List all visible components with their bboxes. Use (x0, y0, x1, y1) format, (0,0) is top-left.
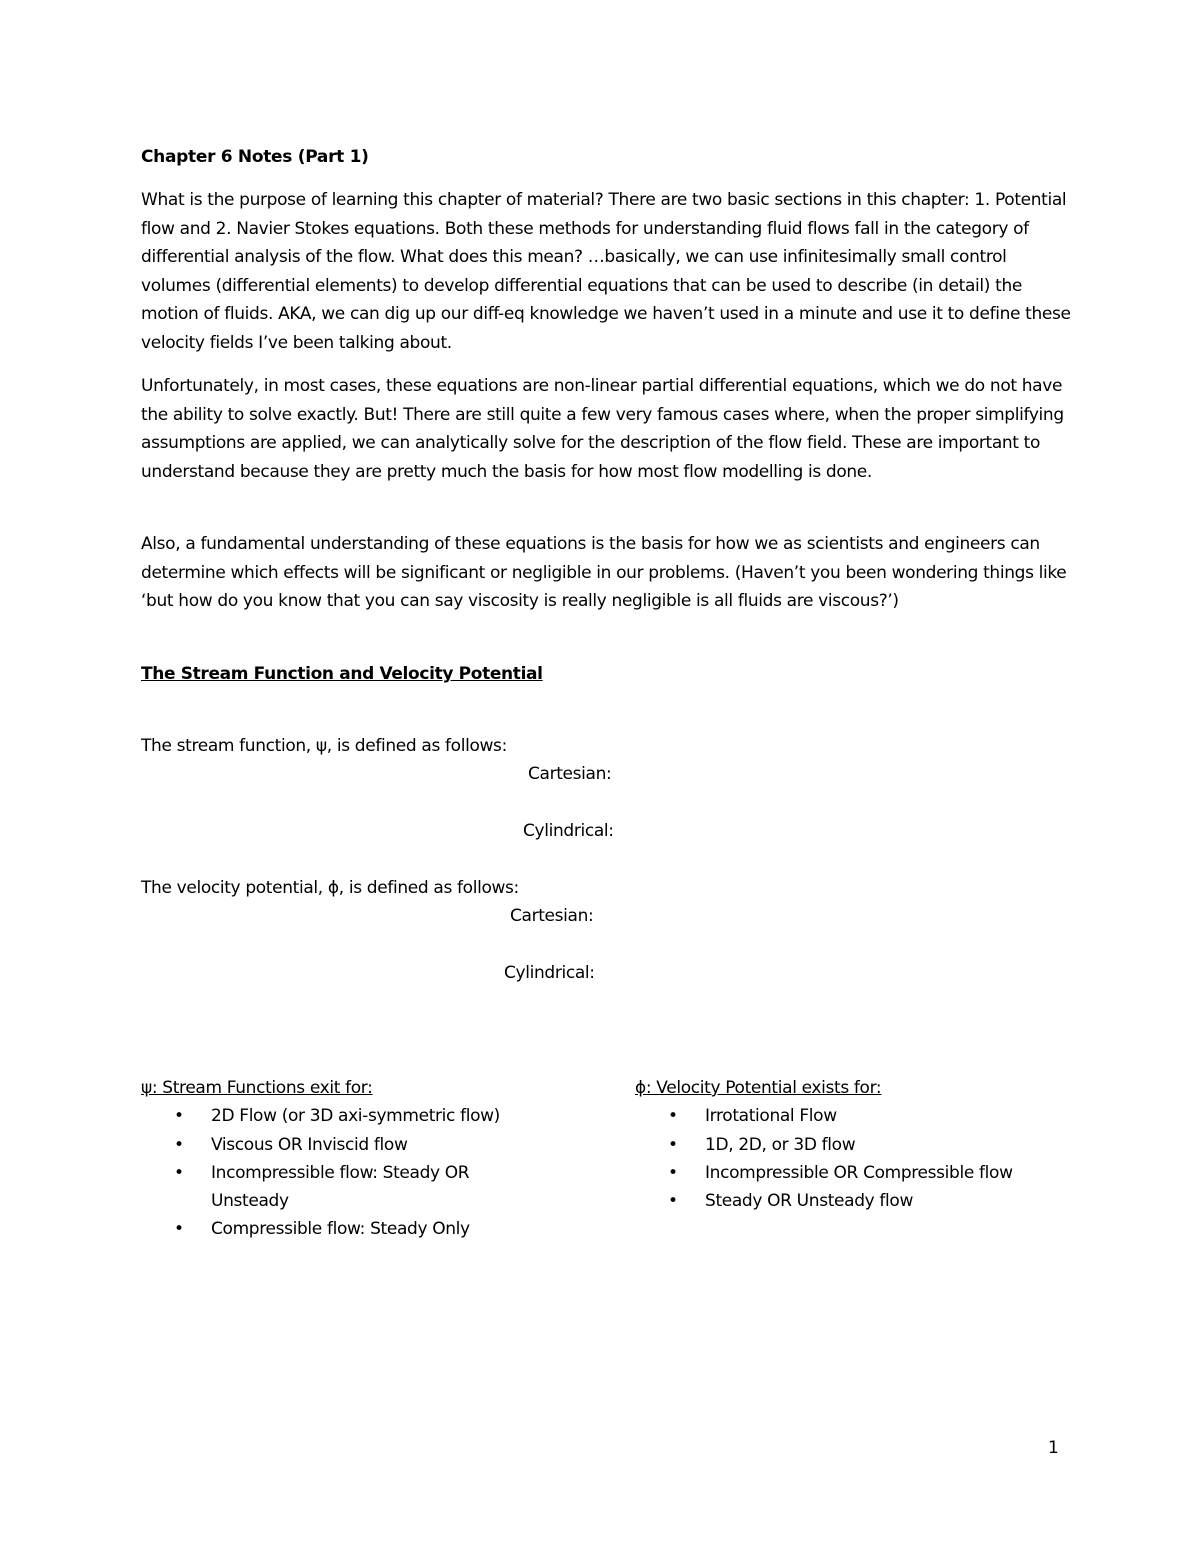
velocity-potential-list (635, 1074, 1075, 1215)
bullet-icon: • (174, 1106, 184, 1127)
velocity-potential-definition: The velocity potential, ϕ, is defined as follows: (141, 878, 519, 898)
potential-list-heading: ϕ: Velocity Potential exists for: (635, 1078, 882, 1098)
velocity-cylindrical-label: Cylindrical: (504, 963, 595, 983)
list-item (141, 1215, 541, 1243)
stream-cartesian-label: Cartesian: (528, 764, 612, 784)
list-item-text: Compressible flow: Steady Only (211, 1219, 470, 1240)
bullet-icon: • (668, 1106, 678, 1127)
list-item-text: Incompressible OR Compressible flow (705, 1162, 1013, 1183)
bullet-icon: • (174, 1162, 184, 1183)
stream-list-items (141, 1102, 541, 1243)
document-title: Chapter 6 Notes (Part 1) (141, 147, 369, 167)
list-item (635, 1102, 1075, 1130)
velocity-cartesian-label: Cartesian: (510, 906, 594, 926)
list-item-text: 2D Flow (or 3D axi-symmetric flow) (211, 1106, 500, 1127)
stream-function-list (141, 1074, 541, 1244)
bullet-icon: • (668, 1162, 678, 1183)
potential-list-items (635, 1102, 1075, 1215)
list-item-text: Irrotational Flow (705, 1106, 837, 1127)
list-item-text: Viscous OR Inviscid flow (211, 1134, 408, 1155)
list-item-text: Incompressible flow: Steady OR Unsteady (211, 1162, 470, 1212)
bullet-icon: • (668, 1191, 678, 1212)
bullet-icon: • (174, 1219, 184, 1240)
paragraph-intro: What is the purpose of learning this chapter of material? There are two basic sections in this chapter: 1. Potential flow and 2. Navier Stokes equations. Both these methods for understanding fluid flows fall in the category of differential analysis of the flow. What does this mean? …basically, we can use infinitesimally small control volumes (differential elements) to develop differential equations that can be used to describe (in detail) the motion of fluids. AKA, we can dig up our diff-eq knowledge we haven’t used in a minute and use it to define these velocity fields I’ve been talking about. (141, 190, 1071, 353)
paragraph-fundamental: Also, a fundamental understanding of these equations is the basis for how we as scientists and engineers can determine which effects will be significant or negligible in our problems. (Haven’t you been wondering things like ‘but how do you know that you can say viscosity is really negligible is all fluids are viscous?’) (141, 534, 1067, 611)
stream-function-definition: The stream function, ψ, is defined as follows: (141, 736, 507, 756)
list-item (141, 1102, 541, 1130)
stream-list-heading: ψ: Stream Functions exit for: (141, 1078, 373, 1098)
page-number: 1 (1048, 1438, 1059, 1458)
list-item (635, 1159, 1075, 1187)
paragraph-nonlinear: Unfortunately, in most cases, these equations are non-linear partial differential equations, which we do not have the ability to solve exactly. But! There are still quite a few very famous cases where, when the proper simplifying assumptions are applied, we can analytically solve for the description of the flow field. These are important to understand because they are pretty much the basis for how most flow modelling is done. (141, 376, 1064, 482)
bullet-icon: • (174, 1134, 184, 1155)
bullet-icon: • (668, 1134, 678, 1155)
list-item (635, 1131, 1075, 1159)
stream-cylindrical-label: Cylindrical: (523, 821, 614, 841)
list-item (635, 1187, 1075, 1215)
list-item (141, 1131, 541, 1159)
list-item-text: Steady OR Unsteady flow (705, 1191, 914, 1212)
list-item-text: 1D, 2D, or 3D flow (705, 1134, 856, 1155)
section-heading: The Stream Function and Velocity Potential (141, 664, 543, 684)
list-item (141, 1159, 541, 1216)
